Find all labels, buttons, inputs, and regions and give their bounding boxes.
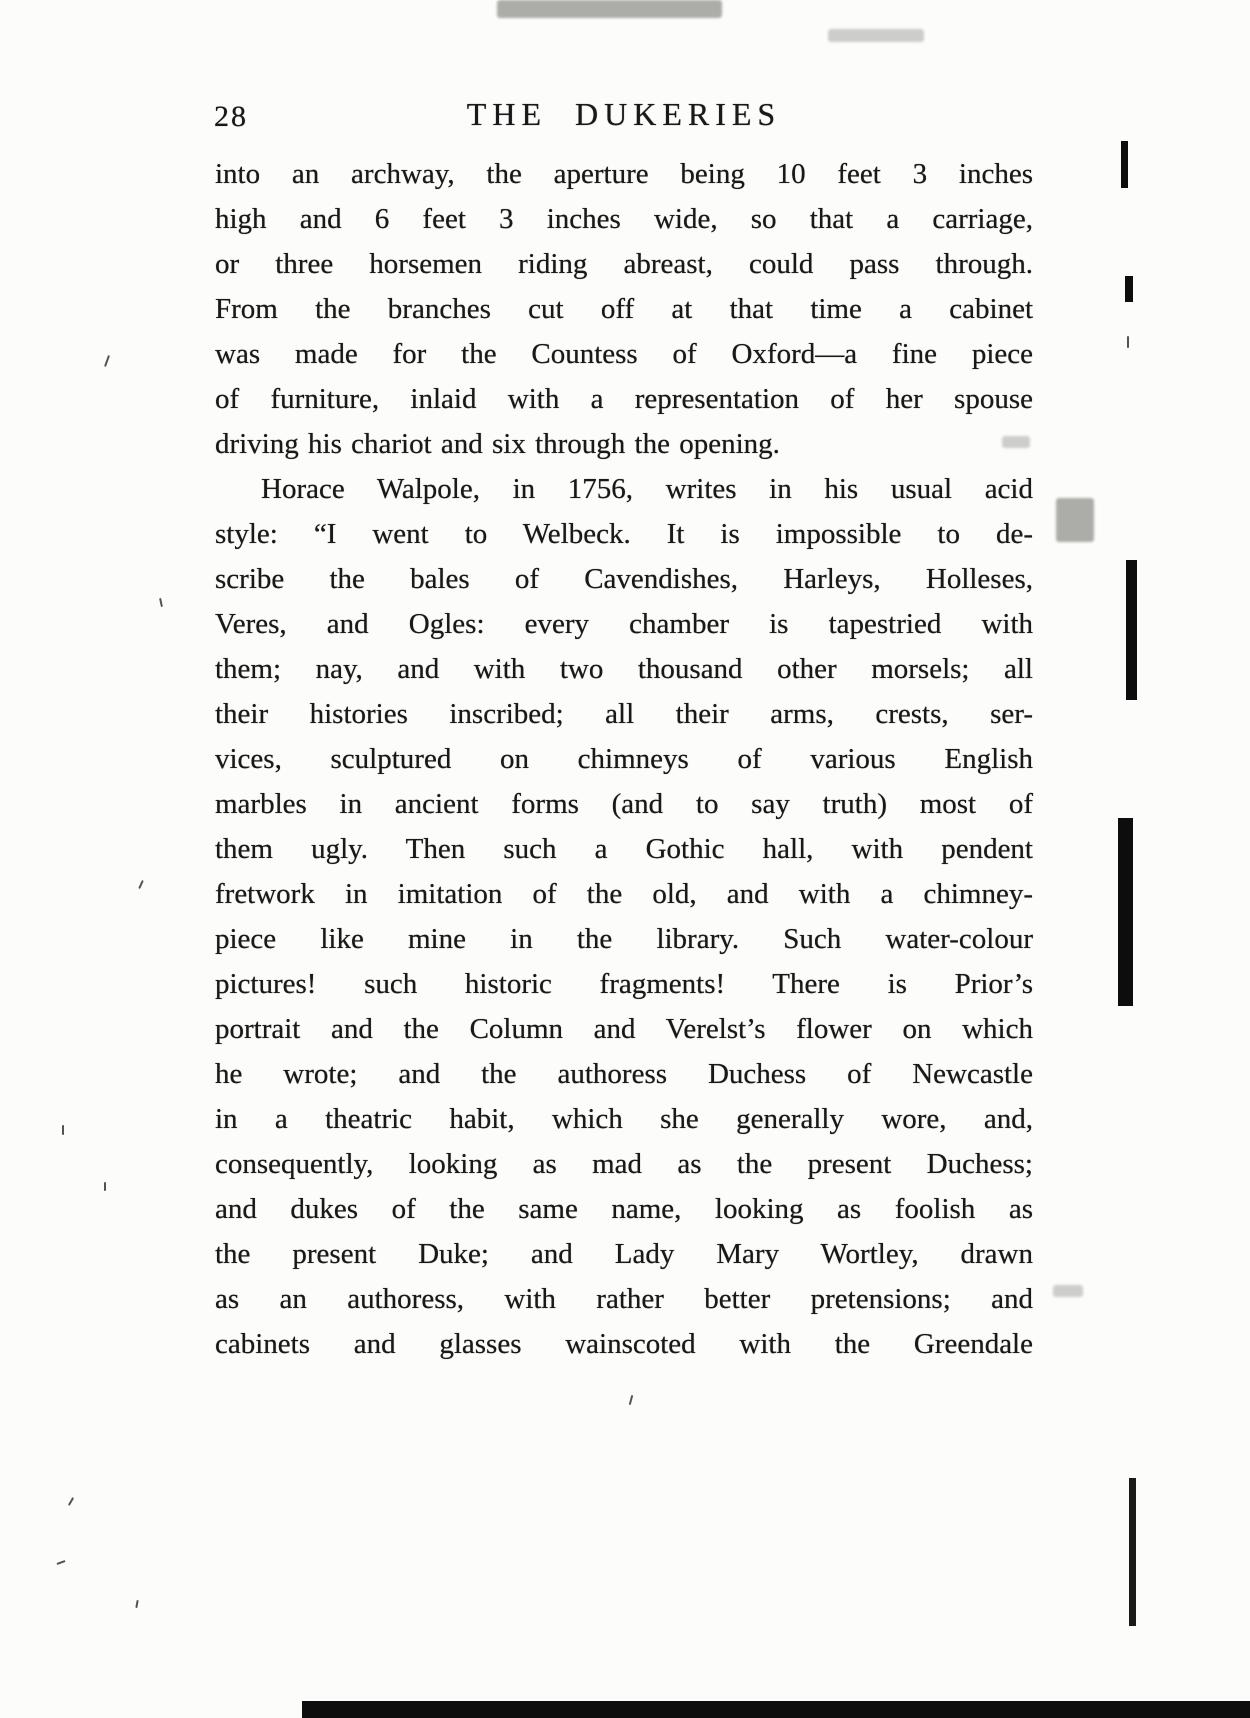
text-line: of furniture, inlaid with a representation of her spouse	[215, 383, 1033, 415]
text-line: piece like mine in the library. Such water-colour	[215, 923, 1033, 955]
paragraph-2	[215, 467, 1033, 1367]
text-line: Veres, and Ogles: every chamber is tapestried with	[215, 608, 1033, 640]
text-line: style: “I went to Welbeck. It is impossible to de-	[215, 518, 1033, 550]
text-line: the present Duke; and Lady Mary Wortley, drawn	[215, 1238, 1033, 1270]
margin-mark-9	[135, 1600, 138, 1608]
text-line: was made for the Countess of Oxford—a fine piece	[215, 338, 1033, 370]
margin-mark-4	[62, 1125, 64, 1135]
text-line: pictures! such historic fragments! There is Prior’s	[215, 968, 1033, 1000]
body-text	[215, 152, 1033, 1367]
text-line: and dukes of the same name, looking as foolish as	[215, 1193, 1033, 1225]
page-title: THE DUKERIES	[466, 96, 782, 132]
scan-bar-right-1	[1121, 141, 1128, 188]
text-line: them ugly. Then such a Gothic hall, with pendent	[215, 833, 1033, 865]
text-line: or three horsemen riding abreast, could pass through.	[215, 248, 1033, 280]
text-line: into an archway, the aperture being 10 feet 3 inches	[215, 158, 1033, 190]
margin-mark-8	[56, 1560, 65, 1565]
margin-mark-5	[104, 1182, 106, 1191]
scan-smudge-top	[497, 0, 722, 18]
scan-speck-right-low	[1053, 1285, 1083, 1297]
scan-bar-right-5	[1129, 1478, 1136, 1626]
margin-mark-6	[629, 1395, 634, 1405]
text-line: high and 6 feet 3 inches wide, so that a carriage,	[215, 203, 1033, 235]
text-line: he wrote; and the authoress Duchess of Newcastle	[215, 1058, 1033, 1090]
text-line: Horace Walpole, in 1756, writes in his usual acid	[261, 473, 1033, 505]
text-line: them; nay, and with two thousand other morsels; all	[215, 653, 1033, 685]
scan-blob-right	[1056, 498, 1094, 542]
scan-smudge-top-2	[828, 29, 924, 42]
margin-mark-1	[104, 355, 110, 367]
page-number: 28	[214, 100, 248, 133]
text-line: as an authoress, with rather better pretensions; and	[215, 1283, 1033, 1315]
text-line: portrait and the Column and Verelst’s flower on which	[215, 1013, 1033, 1045]
scan-bar-right-2	[1125, 276, 1133, 302]
text-line: their histories inscribed; all their arms, crests, ser-	[215, 698, 1033, 730]
paragraph-1	[215, 152, 1033, 467]
text-line: vices, sculptured on chimneys of various English	[215, 743, 1033, 775]
text-line: From the branches cut off at that time a cabinet	[215, 293, 1033, 325]
scan-bar-right-4	[1118, 818, 1133, 1006]
text-line: scribe the bales of Cavendishes, Harleys, Holleses,	[215, 563, 1033, 595]
text-line: in a theatric habit, which she generally wore, and,	[215, 1103, 1033, 1135]
text-line: cabinets and glasses wainscoted with the Greendale	[215, 1328, 1033, 1360]
margin-mark-3	[138, 880, 144, 889]
scan-mark-right-digit	[1127, 336, 1129, 348]
scan-bar-bottom	[302, 1701, 1250, 1718]
text-line: driving his chariot and six through the opening.	[215, 428, 780, 460]
margin-mark-7	[68, 1497, 74, 1506]
text-line: consequently, looking as mad as the present Duchess;	[215, 1148, 1033, 1180]
text-line: marbles in ancient forms (and to say truth) most of	[215, 788, 1033, 820]
text-line: fretwork in imitation of the old, and with a chimney-	[215, 878, 1033, 910]
scan-bar-right-3	[1126, 560, 1137, 700]
margin-mark-2	[159, 598, 163, 607]
